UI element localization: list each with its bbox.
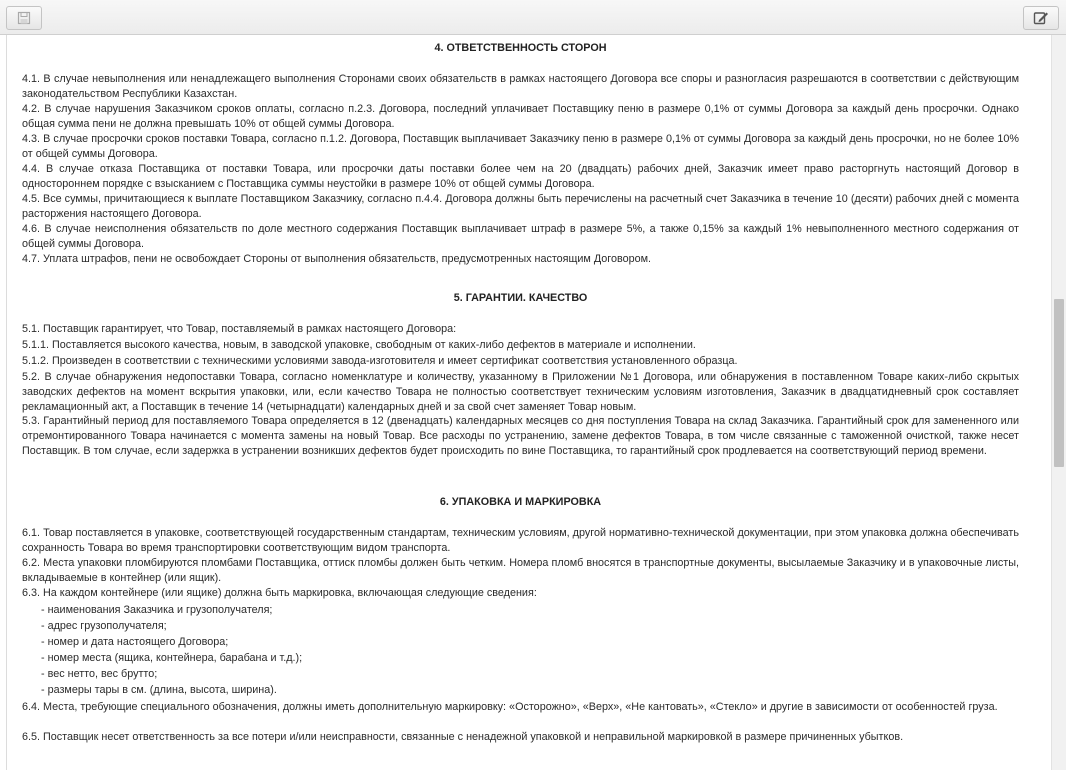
paragraph-5-1-2: 5.1.2. Произведен в соответствии с техническими условиями завода-изготовителя и имеет сертификат соответствия установленного образца. [22,355,738,367]
list-item: - адрес грузополучателя; [41,620,167,632]
scrollbar-thumb[interactable] [1054,299,1064,467]
scrollbar[interactable] [1051,35,1066,770]
paragraph-4-6: 4.6. В случае неисполнения обязательств по доле местного содержания Поставщик выплачивает штраф в размере 5%, а также 0,15% за каждый 1% невыполненного местного содержания от общей суммы Договора. [22,223,1019,250]
paragraph-4-2: 4.2. В случае нарушения Заказчиком сроков оплаты, согласно п.2.3. Договора, последний уплачивает Поставщику пеню в размере 0,1% от суммы Договора за каждый день просрочки. Однако общая сумма пени не должна превышать 10% от общей суммы Договора. [22,103,1019,130]
paragraph-5-2: 5.2. В случае обнаружения недопоставки Товара, согласно номенклатуре и количеству, указанному в Приложении №1 Договора, или обнаружения в поставленном Товаре каких-либо скрытых заводских дефектов на момент вскрытия упаковки, или, если качество Товара не полностью соответствует техническим условиям изготовления, Заказчик в двадцатидневный срок составляет рекламационный акт, а Поставщик в течение 14 (четырнадцати) календарных дней и за свой счет заменяет Товар новым. [22,371,1019,413]
edit-button[interactable] [1023,6,1059,30]
paragraph-4-7: 4.7. Уплата штрафов, пени не освобождает Стороны от выполнения обязательств, предусмотренных настоящим Договором. [22,253,652,265]
paragraph-6-1: 6.1. Товар поставляется в упаковке, соответствующей государственным стандартам, техническим условиям, другой нормативно-технической документации, при этом упаковка должна обеспечивать сохранность Товара во время транспортировки соответствующим видом транспорта. [22,527,1019,554]
paragraph-5-1: 5.1. Поставщик гарантирует, что Товар, поставляемый в рамках настоящего Договора: [22,323,457,335]
paragraph-4-3: 4.3. В случае просрочки сроков поставки Товара, согласно п.1.2. Договора, Поставщик выплачивает Заказчику пеню в размере 0,1% от суммы Договора за каждый день просрочки, но не более 10% от общей суммы Договора. [22,133,1019,160]
save-button[interactable] [6,6,42,30]
paragraph-6-2: 6.2. Места упаковки пломбируются пломбами Поставщика, оттиск пломбы должен быть четким. Номера пломб вносятся в транспортные документы, высылаемые Заказчику и в упаковочные листы, вкладываемые в контейнер (или ящик). [22,557,1019,584]
list-item: - размеры тары в см. (длина, высота, ширина). [41,684,277,696]
paragraph-5-3: 5.3. Гарантийный период для поставляемого Товара определяется в 12 (двенадцать) календарных месяцев со дня поступления Товара на склад Заказчика. Гарантийный срок для замененного или отремонтированного Товара начинается с момента замены на новый Товар. Все расходы по устранению, замене дефектов Товара, в том числе связанные с таможенной очисткой, также несет Поставщик. В том случае, если задержка в устранении возникших дефектов будет происходить по вине Поставщика, то гарантийный срок продлевается на соответствующий период времени. [22,415,1019,457]
list-item: - номер и дата настоящего Договора; [41,636,229,648]
paragraph-4-4: 4.4. В случае отказа Поставщика от поставки Товара, или просрочки даты поставки более чем на 20 (двадцать) рабочих дней, Заказчик имеет право расторгнуть настоящий Договор в одностороннем порядке с взысканием с Поставщика суммы неустойки в размере 10% от общей суммы Договора. [22,163,1019,190]
document-viewer[interactable] [6,35,1051,770]
section-5-title: 5. ГАРАНТИИ. КАЧЕСТВО [453,292,588,304]
paragraph-6-5: 6.5. Поставщик несет ответственность за все потери и/или неисправности, связанные с ненадежной упаковкой и неправильной маркировкой в размере причиненных убытков. [22,731,904,743]
section-6-title: 6. УПАКОВКА И МАРКИРОВКА [439,496,602,508]
edit-icon [1033,11,1049,25]
section-4-title: 4. ОТВЕТСТВЕННОСТЬ СТОРОН [434,42,607,54]
save-icon [17,11,31,25]
paragraph-6-4: 6.4. Места, требующие специального обозначения, должны иметь дополнительную маркировку: «Осторожно», «Верх», «Не кантовать», «Стекло» и другие в зависимости от особенностей груза. [22,701,998,713]
list-item: - наименования Заказчика и грузополучателя; [41,604,273,616]
paragraph-4-5: 4.5. Все суммы, причитающиеся к выплате Поставщиком Заказчику, согласно п.4.4. Договора должны быть перечислены на расчетный счет Заказчика в течение 10 (десяти) рабочих дней с момента расторжения настоящего Договора. [22,193,1019,220]
paragraph-5-1-1: 5.1.1. Поставляется высокого качества, новым, в заводской упаковке, свободным от каких-либо дефектов в материале и исполнении. [22,339,696,351]
paragraph-4-1: 4.1. В случае невыполнения или ненадлежащего выполнения Сторонами своих обязательств в рамках настоящего Договора все споры и разногласия разрешаются в соответствии с действующим законодательством Республики Казахстан. [22,73,1019,100]
paragraph-6-3: 6.3. На каждом контейнере (или ящике) должна быть маркировка, включающая следующие сведения: [22,587,537,599]
list-item: - номер места (ящика, контейнера, барабана и т.д.); [41,652,303,664]
list-item: - вес нетто, вес брутто; [41,668,158,680]
toolbar [0,0,1066,35]
